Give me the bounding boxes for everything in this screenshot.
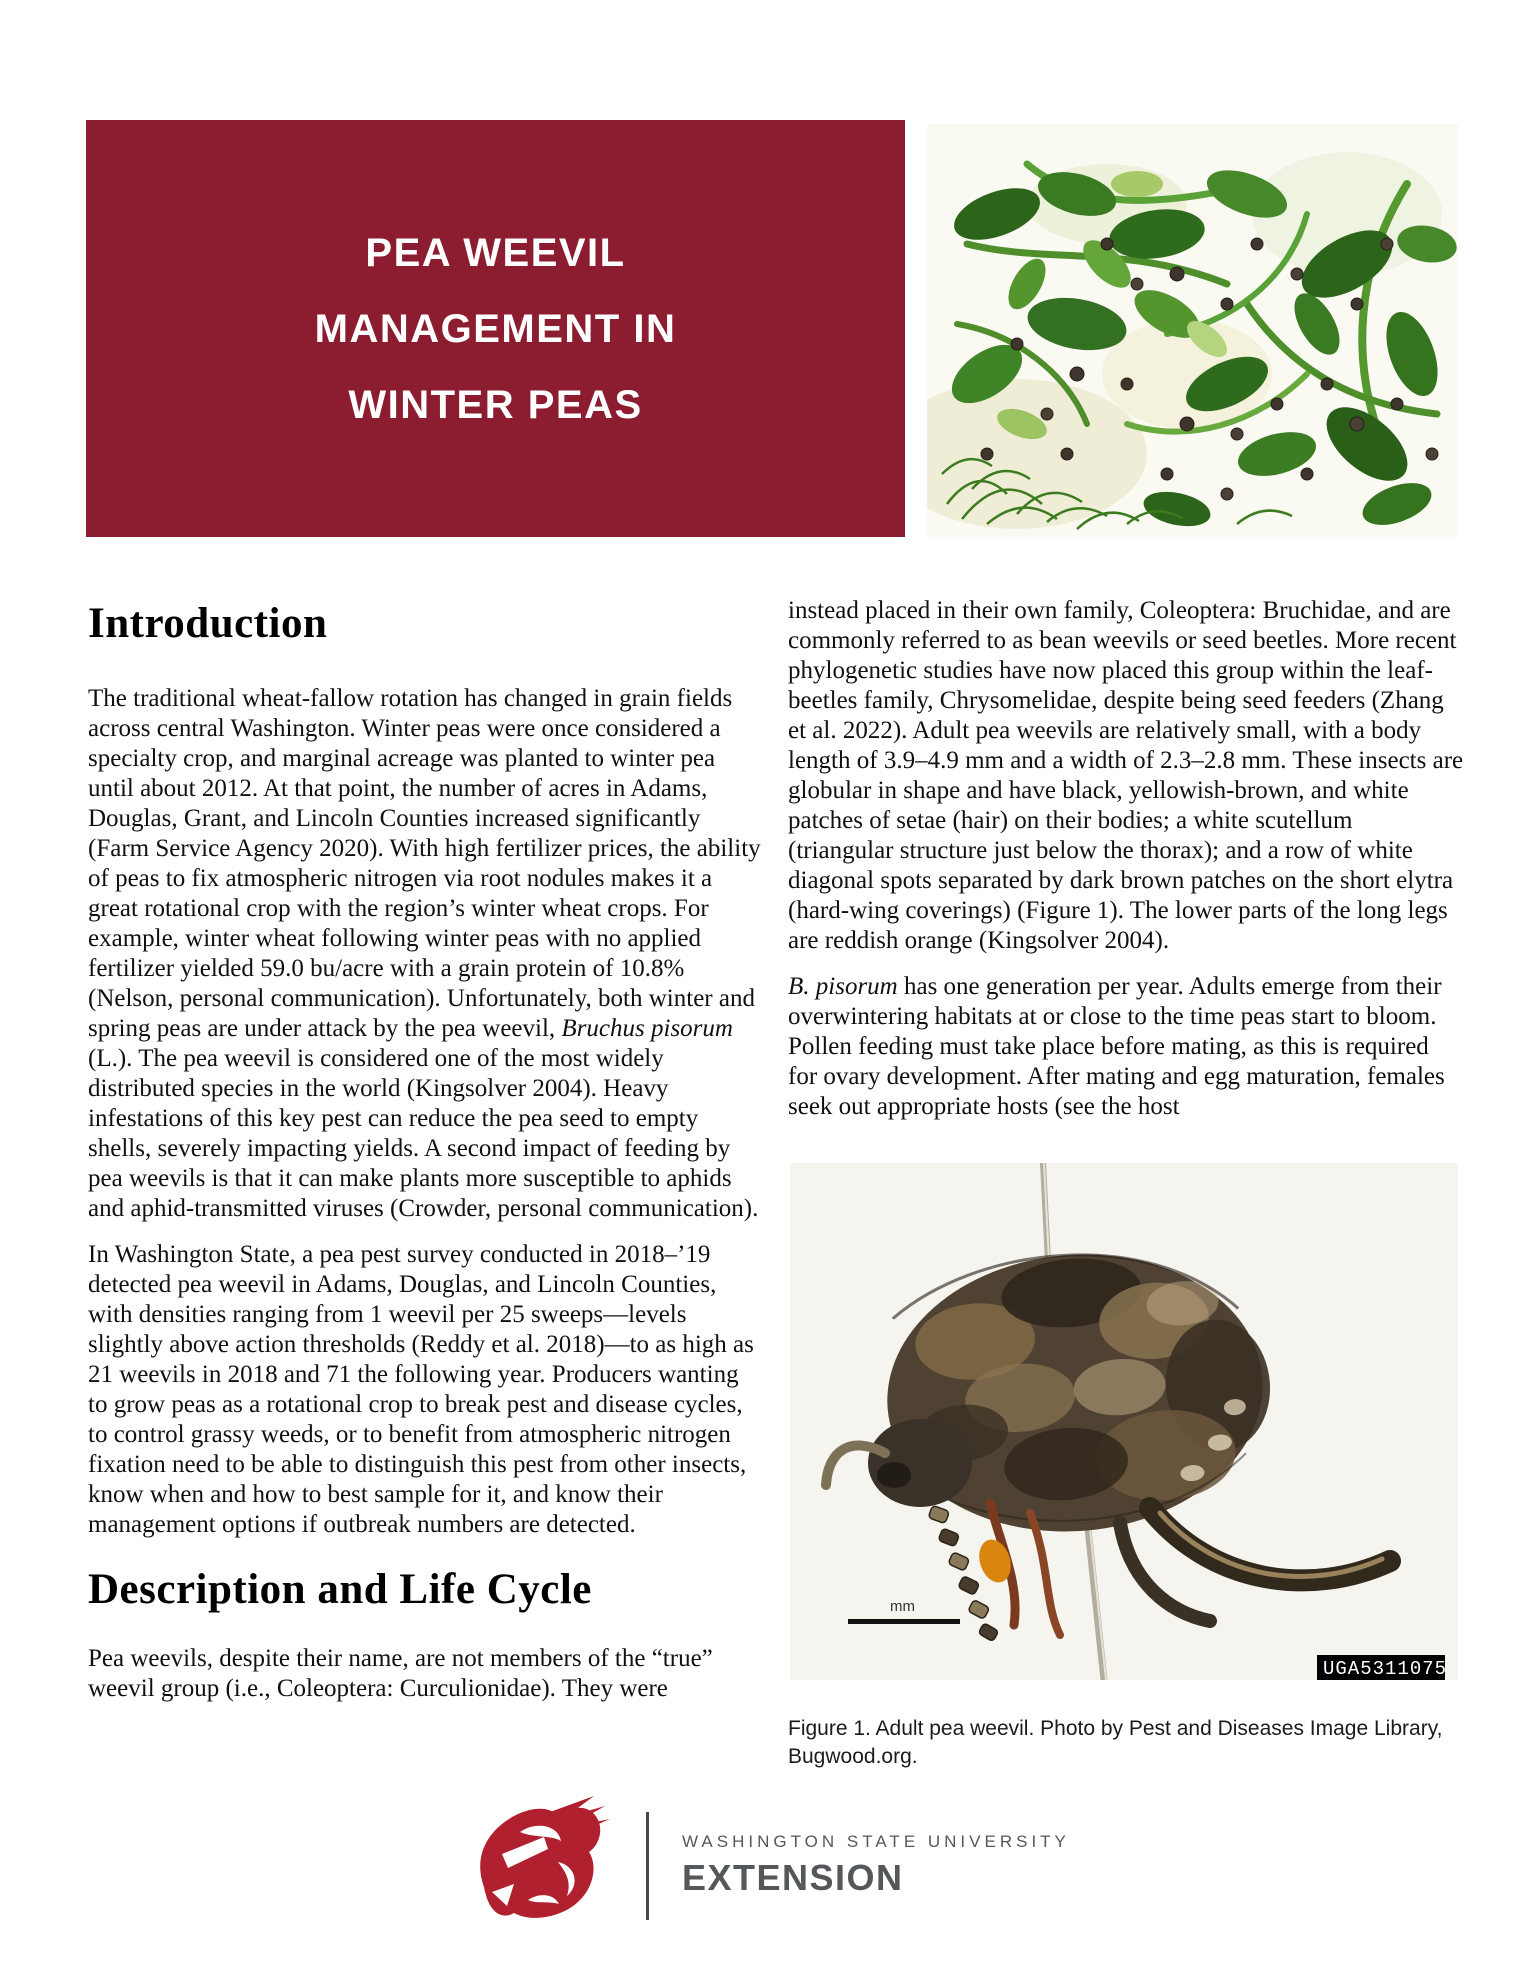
title-banner xyxy=(86,120,905,537)
photo-credit-badge xyxy=(1317,1655,1447,1680)
right-column xyxy=(788,596,1464,1138)
page-title xyxy=(315,215,677,443)
title-line-3: WINTER PEAS xyxy=(348,382,643,427)
right-paragraph-2 xyxy=(788,972,1464,1122)
species-abbrev-italic: B. pisorum xyxy=(788,973,898,1000)
left-column xyxy=(88,600,762,1720)
description-paragraph-1: Pea weevils, despite their name, are not members of the “true” weevil group (i.e., Coleoptera: Curculionidae). They were xyxy=(88,1645,713,1702)
intro-paragraph-1 xyxy=(88,684,762,1224)
intro-p1-text: The traditional wheat-fallow rotation has changed in grain fields across central Washington. Winter peas were once considered a specialty crop, and marginal acreage was planted to winter pea until about 2012. At that point, the number of acres in Adams, Douglas, Grant, and Lincoln Counties increased significantly (Farm Service Agency 2020). With high fertilizer prices, the ability of peas to fix atmospheric nitrogen via root nodules makes it a great rotational crop with the region’s winter wheat crops. For example, winter wheat following winter peas with no applied fertilizer yielded 59.0 bu/acre with a grain protein of 10.8% (Nelson, personal communication). Unfortunately, both winter and spring peas are under attack by the pea weevil, xyxy=(88,685,761,1042)
extension-wordmark: EXTENSION xyxy=(682,1857,904,1898)
university-name: WASHINGTON STATE UNIVERSITY xyxy=(682,1832,1070,1851)
intro-paragraph-2: In Washington State, a pea pest survey conducted in 2018–’19 detected pea weevil in Adams, Douglas, and Lincoln Counties, with densities ranging from 1 weevil per 25 sweeps—levels slightly above action thresholds (Reddy et al. 2018)—to as high as 21 weevils in 2018 and 71 the following year. Producers wanting to grow peas as a rotational crop to break pest and disease cycles, to control grassy weeds, or to benefit from atmospheric nitrogen fixation need to be able to distinguish this pest from other insects, know when and how to best sample for it, and know their management options if outbreak numbers are detected. xyxy=(88,1241,754,1538)
species-name-italic: Bruchus pisorum xyxy=(561,1015,733,1042)
adult-pea-weevil-photo xyxy=(790,1163,1458,1680)
intro-heading: Introduction xyxy=(88,600,328,647)
wsu-cougar-logo xyxy=(462,1792,622,1932)
footer-wordmark xyxy=(682,1832,1070,1899)
scale-bar-label: mm xyxy=(890,1598,915,1615)
right-p2-text: has one generation per year. Adults emerge from their overwintering habitats at or close to the time peas start to bloom. Pollen feeding must take place before mating, as this is required for ovary development. After mating and egg maturation, females seek out appropriate hosts (see the host xyxy=(788,973,1445,1120)
intro-p1-text-cont: (L.). The pea weevil is considered one of the most widely distributed species in the world (Kingsolver 2004). Heavy infestations of this key pest can reduce the pea seed to empty shells, severely impacting yields. A second impact of feeding by pea weevils is that it can make plants more susceptible to aphids and aphid-transmitted viruses (Crowder, personal communication). xyxy=(88,1045,759,1222)
footer-divider xyxy=(646,1812,649,1920)
title-line-2: MANAGEMENT IN xyxy=(314,306,677,351)
description-heading: Description and Life Cycle xyxy=(88,1566,592,1613)
title-line-1: PEA WEEVIL xyxy=(365,230,626,275)
figure1-caption: Figure 1. Adult pea weevil. Photo by Pest and Diseases Image Library, Bugwood.org. xyxy=(788,1717,1443,1768)
right-paragraph-1: instead placed in their own family, Coleoptera: Bruchidae, and are commonly referred to as bean weevils or seed beetles. More recent phylogenetic studies have now placed this group within the leaf-beetles family, Chrysomelidae, despite being seed feeders (Zhang et al. 2022). Adult pea weevils are relatively small, with a body length of 3.9–4.9 mm and a width of 2.3–2.8 mm. These insects are globular in shape and have black, yellowish-brown, and white patches of setae (hair) on their bodies; a white scutellum (triangular structure just below the thorax); and a row of white diagonal spots separated by dark brown patches on the short elytra (hard-wing coverings) (Figure 1). The lower parts of the long legs are reddish orange (Kingsolver 2004). xyxy=(788,597,1464,954)
pea-foliage-photo xyxy=(927,124,1458,537)
badge-id-text: UGA5311075 xyxy=(1323,1658,1448,1680)
